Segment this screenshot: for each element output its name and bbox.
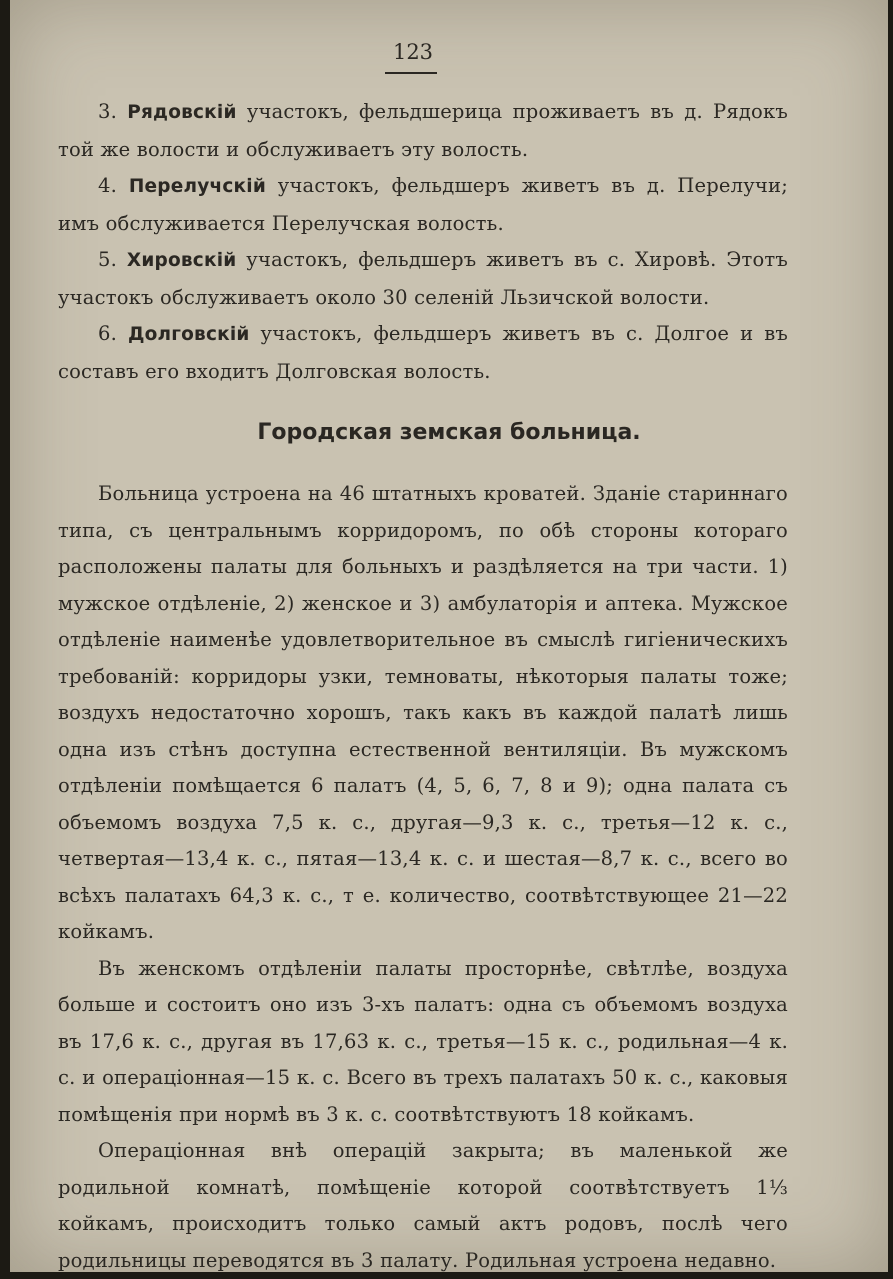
district-number: 3. bbox=[98, 100, 118, 123]
district-list bbox=[58, 94, 788, 390]
district-name: Хировскій bbox=[126, 250, 237, 271]
district-number: 5. bbox=[98, 248, 118, 271]
district-text: участокъ, фельдшеръ живетъ въ д. Перелучи; имъ обслуживается Перелучская волость. bbox=[58, 174, 788, 235]
district-item bbox=[58, 168, 788, 242]
section-heading: Городская земская больница. bbox=[257, 420, 641, 445]
page-number: 123 bbox=[392, 40, 434, 64]
page-number-rule bbox=[385, 72, 437, 74]
district-item bbox=[58, 94, 788, 168]
body-paragraph: Въ женскомъ отдѣленіи палаты просторнѣе, свѣтлѣе, воздуха больше и состоитъ оно изъ 3-хъ палатъ: одна съ объемомъ воздуха въ 17,6 к. с., другая въ 17,63 к. с., третья—15 к. с., родильная—4 к. с. и операціонная—15 к. с. Всего въ трехъ палатахъ 50 к. с., каковыя помѣщенія при нормѣ въ 3 к. с. соотвѣтствуютъ 18 койкамъ. bbox=[58, 956, 788, 1126]
body-paragraph: Больница устроена на 46 штатныхъ кроватей. Зданіе стариннаго типа, съ центральнымъ корридоромъ, по обѣ стороны котораго расположены палаты для больныхъ и раздѣляется на три части. 1) мужское отдѣленіе, 2) женское и 3) амбулаторія и аптека. Мужское отдѣленіе наименѣе удовлетворительное въ смыслѣ гигіеническихъ требованій: корридоры узки, темноваты, нѣкоторыя палаты тоже; воздухъ недостаточно хорошъ, такъ какъ въ каждой палатѣ лишь одна изъ стѣнъ доступна естественной вентиляціи. Въ мужскомъ отдѣленіи помѣщается 6 палатъ (4, 5, 6, 7, 8 и 9); одна палата съ объемомъ воздуха 7,5 к. с., другая—9,3 к. с., третья—12 к. с., четвертая—13,4 к. с., пятая—13,4 к. с. и шестая—8,7 к. с., всего во всѣхъ палатахъ 64,3 к. с., т е. количество, соотвѣтствующее 21—22 койкамъ. bbox=[58, 482, 788, 943]
district-number: 6. bbox=[98, 322, 118, 345]
district-name: Рядовскій bbox=[127, 102, 237, 123]
district-item bbox=[58, 316, 788, 390]
district-number: 4. bbox=[98, 174, 118, 197]
district-text: участокъ, фельдшеръ живетъ въ с. Долгое и въ составъ его входитъ Долговская волость. bbox=[58, 322, 788, 383]
book-page bbox=[10, 0, 888, 1272]
body-paragraph: Операціонная внѣ операцій закрыта; въ маленькой же родильной комнатѣ, помѣщеніе которой соотвѣтствуетъ 1⅓ койкамъ, происходитъ только самый актъ родовъ, послѣ чего родильницы переводятся въ 3 палату. Родильная устроена недавно. bbox=[58, 1139, 788, 1272]
district-text: участокъ, фельдшерица проживаетъ въ д. Рядокъ той же волости и обслуживаетъ эту волость. bbox=[58, 100, 788, 161]
district-item bbox=[58, 242, 788, 316]
district-name: Долговскій bbox=[127, 324, 250, 345]
hospital-description bbox=[58, 476, 788, 1279]
district-name: Перелучскій bbox=[128, 176, 266, 197]
district-text: участокъ, фельдшеръ живетъ въ с. Хировѣ. Этотъ участокъ обслуживаетъ около 30 селеній Льзичской волости. bbox=[58, 248, 788, 309]
